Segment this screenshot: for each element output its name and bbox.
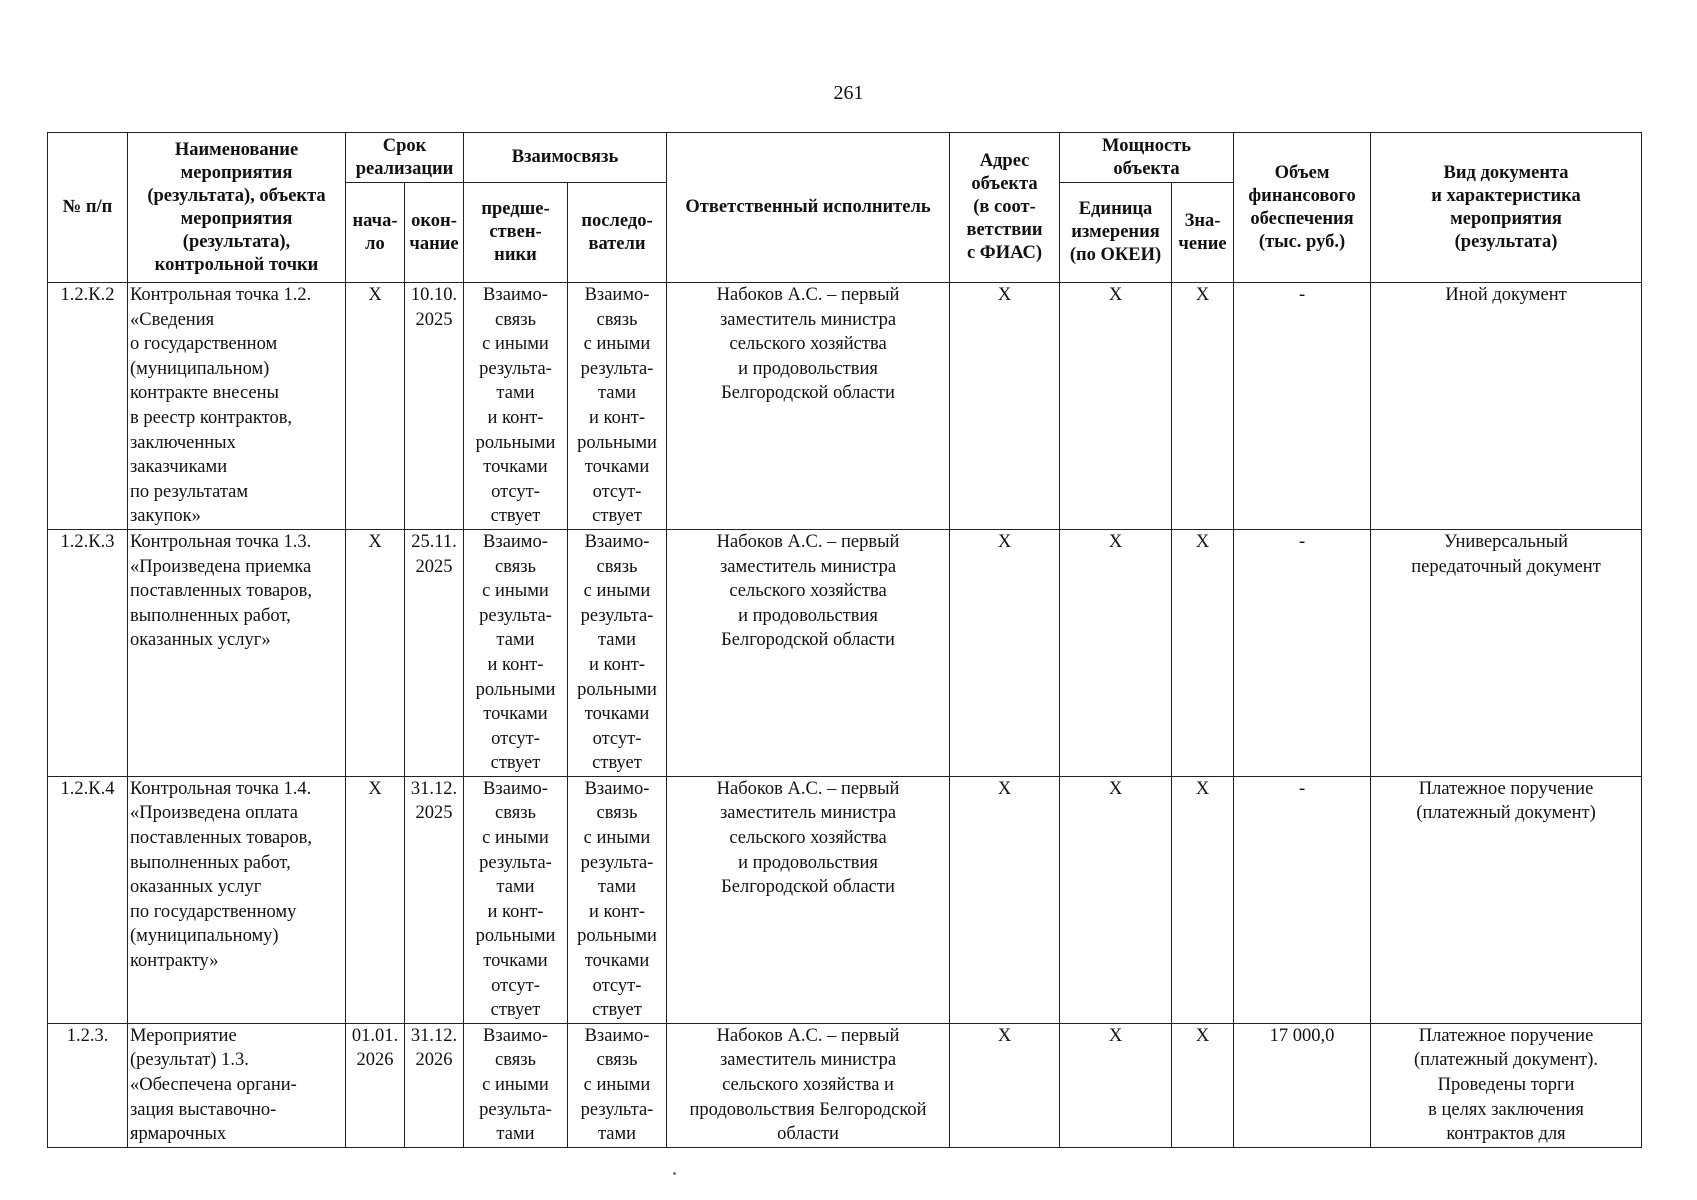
cell-name: Контрольная точка 1.2. «Сведения о государственном (муниципальном) контракте внесены в реестр контрактов, заключенных заказчиками по результатам закупок» bbox=[128, 283, 346, 530]
cell-unit: X bbox=[1060, 1023, 1172, 1147]
cell-end: 25.11. 2025 bbox=[405, 529, 464, 776]
cell-responsible: Набоков А.С. – первый заместитель министра сельского хозяйства и продовольствия Белгородской области bbox=[667, 283, 950, 530]
table-row bbox=[48, 529, 1642, 776]
activities-table bbox=[47, 132, 1642, 1148]
cell-finance: - bbox=[1234, 529, 1371, 776]
header-term-start: нача- ло bbox=[346, 183, 405, 283]
cell-address: X bbox=[950, 529, 1060, 776]
cell-successors: Взаимо- связь с иными результа- тами и конт- рольными точками отсут- ствует bbox=[568, 776, 667, 1023]
cell-address: X bbox=[950, 283, 1060, 530]
header-term: Срок реализации bbox=[346, 133, 464, 183]
cell-num: 1.2.К.2 bbox=[48, 283, 128, 530]
cell-unit: X bbox=[1060, 776, 1172, 1023]
cell-end: 31.12. 2025 bbox=[405, 776, 464, 1023]
cell-address: X bbox=[950, 1023, 1060, 1147]
table-row bbox=[48, 283, 1642, 530]
cell-num: 1.2.3. bbox=[48, 1023, 128, 1147]
cell-start: X bbox=[346, 776, 405, 1023]
cell-name: Контрольная точка 1.3. «Произведена приемка поставленных товаров, выполненных работ, оказанных услуг» bbox=[128, 529, 346, 776]
header-finance: Объем финансового обеспечения (тыс. руб.) bbox=[1234, 133, 1371, 283]
cell-end: 10.10. 2025 bbox=[405, 283, 464, 530]
cell-predecessors: Взаимо- связь с иными результа- тами bbox=[464, 1023, 568, 1147]
header-relation-pred: предше- ствен- ники bbox=[464, 183, 568, 283]
cell-responsible: Набоков А.С. – первый заместитель министра сельского хозяйства и продовольствия Белгородской области bbox=[667, 529, 950, 776]
header-num: № п/п bbox=[48, 133, 128, 283]
cell-start: X bbox=[346, 283, 405, 530]
header-responsible: Ответственный исполнитель bbox=[667, 133, 950, 283]
header-term-end: окон- чание bbox=[405, 183, 464, 283]
cell-address: X bbox=[950, 776, 1060, 1023]
cell-responsible: Набоков А.С. – первый заместитель министра сельского хозяйства и продовольствия Белгородской области bbox=[667, 776, 950, 1023]
cell-num: 1.2.К.4 bbox=[48, 776, 128, 1023]
cell-name: Мероприятие (результат) 1.3. «Обеспечена органи- зация выставочно- ярмарочных bbox=[128, 1023, 346, 1147]
header-relation: Взаимосвязь bbox=[464, 133, 667, 183]
header-address: Адрес объекта (в соот- ветствии с ФИАС) bbox=[950, 133, 1060, 283]
cell-doc-type: Платежное поручение (платежный документ) bbox=[1371, 776, 1642, 1023]
cell-num: 1.2.К.3 bbox=[48, 529, 128, 776]
table-row bbox=[48, 776, 1642, 1023]
cell-responsible: Набоков А.С. – первый заместитель министра сельского хозяйства и продовольствия Белгородской области bbox=[667, 1023, 950, 1147]
cell-finance: 17 000,0 bbox=[1234, 1023, 1371, 1147]
header-doc-type: Вид документа и характеристика мероприятия (результата) bbox=[1371, 133, 1642, 283]
header-capacity: Мощность объекта bbox=[1060, 133, 1234, 183]
cell-doc-type: Универсальный передаточный документ bbox=[1371, 529, 1642, 776]
cell-predecessors: Взаимо- связь с иными результа- тами и конт- рольными точками отсут- ствует bbox=[464, 776, 568, 1023]
header-relation-succ: последо- ватели bbox=[568, 183, 667, 283]
cell-predecessors: Взаимо- связь с иными результа- тами и конт- рольными точками отсут- ствует bbox=[464, 283, 568, 530]
cell-finance: - bbox=[1234, 283, 1371, 530]
cell-unit: X bbox=[1060, 529, 1172, 776]
scan-speck bbox=[673, 1172, 676, 1175]
cell-successors: Взаимо- связь с иными результа- тами и конт- рольными точками отсут- ствует bbox=[568, 283, 667, 530]
cell-value: X bbox=[1172, 776, 1234, 1023]
header-capacity-value: Зна- чение bbox=[1172, 183, 1234, 283]
cell-value: X bbox=[1172, 1023, 1234, 1147]
header-name: Наименование мероприятия (результата), объекта мероприятия (результата), контрольной точки bbox=[128, 133, 346, 283]
cell-successors: Взаимо- связь с иными результа- тами bbox=[568, 1023, 667, 1147]
page-number: 261 bbox=[833, 82, 864, 104]
cell-value: X bbox=[1172, 283, 1234, 530]
cell-successors: Взаимо- связь с иными результа- тами и конт- рольными точками отсут- ствует bbox=[568, 529, 667, 776]
cell-end: 31.12. 2026 bbox=[405, 1023, 464, 1147]
cell-name: Контрольная точка 1.4. «Произведена оплата поставленных товаров, выполненных работ, оказанных услуг по государственному (муниципальному) контракту» bbox=[128, 776, 346, 1023]
cell-predecessors: Взаимо- связь с иными результа- тами и конт- рольными точками отсут- ствует bbox=[464, 529, 568, 776]
cell-start: X bbox=[346, 529, 405, 776]
table-row bbox=[48, 1023, 1642, 1147]
cell-doc-type: Платежное поручение (платежный документ). Проведены торги в целях заключения контрактов для bbox=[1371, 1023, 1642, 1147]
cell-finance: - bbox=[1234, 776, 1371, 1023]
cell-value: X bbox=[1172, 529, 1234, 776]
cell-start: 01.01. 2026 bbox=[346, 1023, 405, 1147]
cell-doc-type: Иной документ bbox=[1371, 283, 1642, 530]
header-capacity-unit: Единица измерения (по ОКЕИ) bbox=[1060, 183, 1172, 283]
cell-unit: X bbox=[1060, 283, 1172, 530]
